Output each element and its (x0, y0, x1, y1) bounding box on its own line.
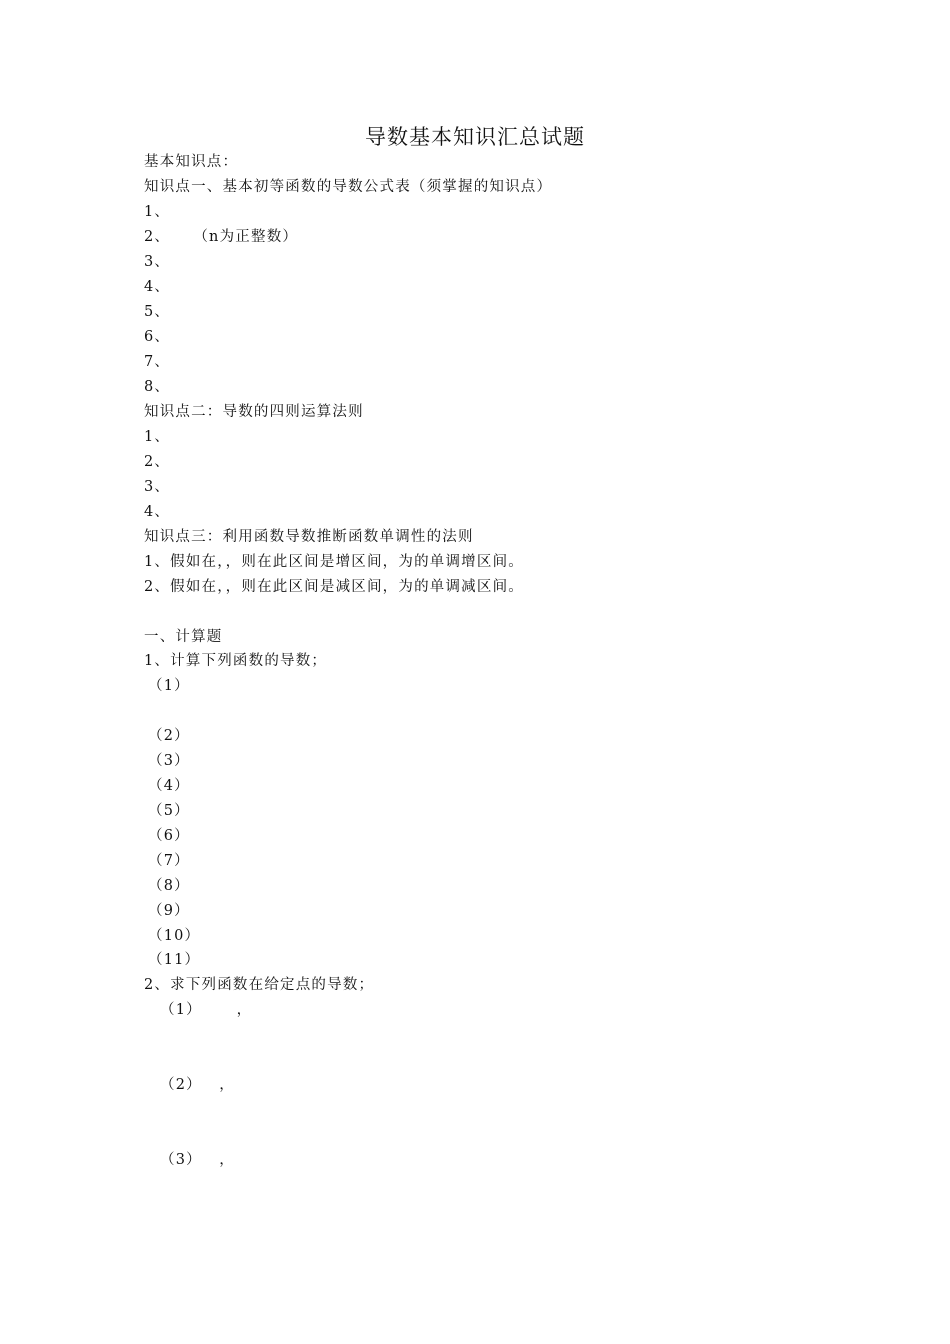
kp1-item: 1、 (144, 204, 171, 220)
kp1-item: 3、 (144, 254, 171, 270)
question-1-part: （9） (148, 903, 190, 919)
question-1-part: （11） (148, 952, 201, 968)
question-2-part: （2） ， (160, 1077, 235, 1093)
kp2-item: 4、 (144, 504, 171, 520)
kp1-item: 5、 (144, 304, 171, 320)
kp1-item: 2、 （n为正整数） (144, 229, 299, 245)
question-1-part: （8） (148, 878, 190, 894)
question-1-label: 1、计算下列函数的导数； (144, 653, 328, 669)
kp3-heading: 知识点三：利用函数导数推断函数单调性的法则 (144, 529, 474, 545)
kp1-item: 7、 (144, 354, 171, 370)
question-1-part: （10） (148, 928, 201, 944)
kp1-heading: 知识点一、基本初等函数的导数公式表（须掌握的知识点） (144, 179, 553, 195)
question-1-part: （1） (148, 678, 190, 694)
kp1-item: 6、 (144, 329, 171, 345)
kp1-item: 4、 (144, 279, 171, 295)
question-2-label: 2、求下列函数在给定点的导数； (144, 977, 375, 993)
question-1-part: （4） (148, 778, 190, 794)
document-title: 导数基本知识汇总试题 (365, 125, 585, 149)
kp2-item: 2、 (144, 454, 171, 470)
kp3-item: 1、假如在，，则在此区间是增区间，为的单调增区间。 (144, 554, 524, 570)
kp1-item: 8、 (144, 379, 171, 395)
kp2-heading: 知识点二：导数的四则运算法则 (144, 404, 364, 420)
basics-heading: 基本知识点： (144, 154, 239, 170)
question-2-part: （1） ， (160, 1002, 253, 1018)
question-1-part: （2） (148, 728, 190, 744)
question-1-part: （6） (148, 828, 190, 844)
question-2-part: （3） ， (160, 1152, 235, 1168)
question-1-part: （7） (148, 853, 190, 869)
question-1-part: （5） (148, 803, 190, 819)
question-1-part: （3） (148, 753, 190, 769)
kp3-item: 2、假如在，，则在此区间是减区间，为的单调减区间。 (144, 579, 524, 595)
section-heading: 一、计算题 (144, 629, 223, 645)
kp2-item: 3、 (144, 479, 171, 495)
kp2-item: 1、 (144, 429, 171, 445)
